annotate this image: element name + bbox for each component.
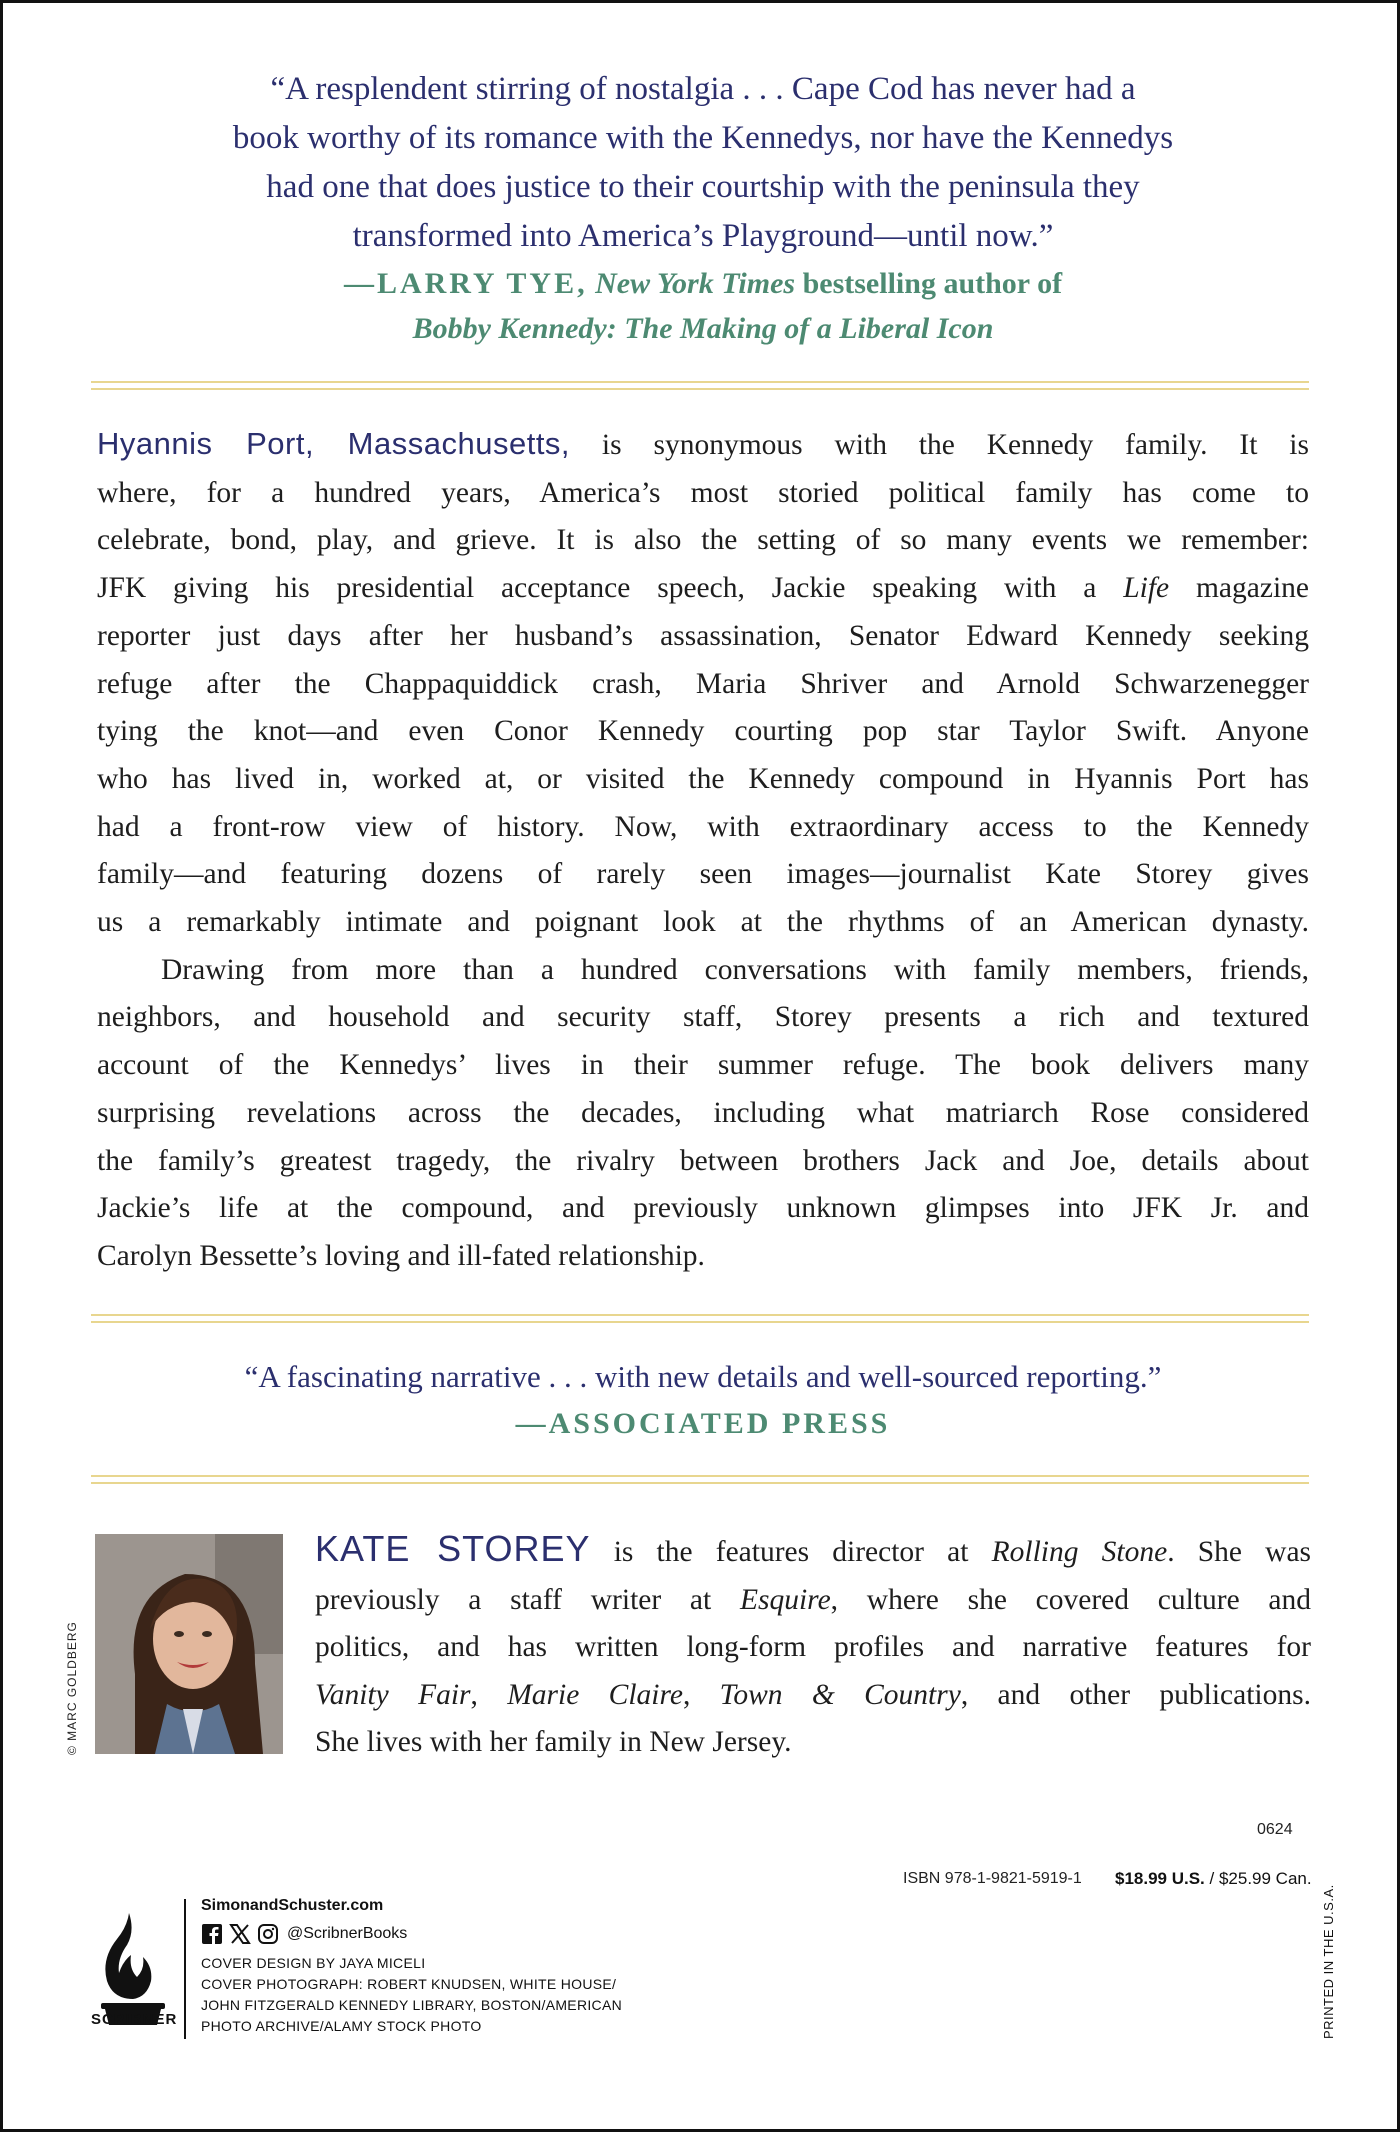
description-line: who has lived in, worked at, or visited the Kennedy compound in Hyannis Port has (97, 762, 1309, 795)
book-description (97, 420, 1309, 1281)
author-photo (95, 1534, 283, 1754)
website-link[interactable]: SimonandSchuster.com (201, 1897, 384, 1914)
publication-title: Town & Country (719, 1678, 961, 1711)
gold-rule-divider (91, 1314, 1309, 1323)
isbn: ISBN 978-1-9821-5919-1 (903, 1870, 1082, 1887)
quote-line: had one that does justice to their courtship with the peninsula they (266, 169, 1140, 205)
bio-line: Vanity Fair, Marie Claire, Town & Country, and other publications. (315, 1678, 1311, 1711)
date-code: 0624 (1257, 1821, 1293, 1838)
attribution-book: Bobby Kennedy: The Making of a Liberal Icon (412, 312, 994, 345)
middle-review-quote (113, 1353, 1293, 1447)
description-line: where, for a hundred years, America’s most storied political family has come to (97, 476, 1309, 509)
printed-in-usa: PRINTED IN THE U.S.A. (1321, 1884, 1336, 2039)
photo-credit: © MARC GOLDBERG (65, 1621, 79, 1755)
description-line: the family’s greatest tragedy, the rivalry between brothers Jack and Joe, details about (97, 1144, 1309, 1177)
social-handle[interactable]: @ScribnerBooks (287, 1925, 408, 1942)
description-line: reporter just days after her husband’s assassination, Senator Edward Kennedy seeking (97, 619, 1309, 652)
description-line: account of the Kennedys’ lives in their summer refuge. The book delivers many (97, 1049, 1309, 1082)
quote-attribution (113, 261, 1293, 306)
credit-line: JOHN FITZGERALD KENNEDY LIBRARY, BOSTON/AMERICAN (201, 1997, 623, 2013)
description-line: celebrate, bond, play, and grieve. It is also the setting of so many events we remember: (97, 524, 1309, 557)
bio-line: KATE STOREY is the features director at Rolling Stone. She was (315, 1528, 1312, 1569)
author-bio (315, 1525, 1311, 1767)
credit-line: COVER DESIGN BY JAYA MICELI (201, 1955, 426, 1971)
facebook-icon[interactable] (201, 1923, 223, 1945)
description-line: tying the knot—and even Conor Kennedy courting pop star Taylor Swift. Anyone (97, 715, 1309, 748)
bio-line: politics, and has written long-form profiles and narrative features for (315, 1631, 1311, 1663)
publication-title: Esquire (739, 1583, 831, 1616)
bio-line: She lives with her family in New Jersey. (315, 1726, 792, 1758)
attribution-rest: bestselling author of (802, 267, 1063, 300)
cover-credits (201, 1953, 622, 2037)
description-line: Drawing from more than a hundred conversations with family members, friends, (161, 953, 1309, 986)
description-line: neighbors, and household and security staff, Storey presents a rich and textured (97, 1001, 1309, 1034)
publication-title: Marie Claire (507, 1678, 683, 1711)
quote-attribution: —ASSOCIATED PRESS (515, 1407, 891, 1440)
quote-line: book worthy of its romance with the Kennedys, nor have the Kennedys (232, 120, 1174, 156)
gold-rule-divider (91, 381, 1309, 390)
instagram-icon[interactable] (257, 1923, 279, 1945)
publication-title: Rolling Stone (991, 1536, 1168, 1568)
publisher-info (201, 1897, 622, 2037)
description-line: had a front-row view of history. Now, with extraordinary access to the Kennedy (97, 810, 1309, 843)
description-line: family—and featuring dozens of rarely seen images—journalist Kate Storey gives (97, 858, 1309, 891)
publication-title: Vanity Fair (315, 1678, 471, 1711)
social-links (201, 1921, 622, 1947)
credit-line: PHOTO ARCHIVE/ALAMY STOCK PHOTO (201, 2018, 482, 2034)
top-review-quote (113, 65, 1293, 351)
description-line: refuge after the Chappaquiddick crash, Maria Shriver and Arnold Schwarzenegger (97, 667, 1309, 700)
quote-text: “A fascinating narrative . . . with new details and well-sourced reporting.” (244, 1359, 1162, 1394)
description-lead: Hyannis Port, Massachusetts, (97, 426, 571, 461)
description-line: surprising revelations across the decades, including what matriarch Rose considered (97, 1096, 1309, 1129)
publication-title: Life (1123, 572, 1170, 605)
description-line: Carolyn Bessette’s loving and ill-fated relationship. (97, 1239, 705, 1272)
credit-line: COVER PHOTOGRAPH: ROBERT KNUDSEN, WHITE HOUSE/ (201, 1976, 617, 1992)
price-can: $25.99 Can. (1218, 1869, 1312, 1888)
footer-divider (184, 1899, 186, 2039)
price: $18.99 U.S. / $25.99 Can. (1115, 1869, 1312, 1888)
bio-line: previously a staff writer at Esquire, where she covered culture and (315, 1583, 1312, 1616)
price-us: $18.99 U.S. (1115, 1869, 1205, 1888)
attribution-name: —LARRY TYE, (343, 267, 588, 300)
description-line: Jackie’s life at the compound, and previously unknown glimpses into JFK Jr. and (97, 1192, 1309, 1225)
gold-rule-divider (91, 1475, 1309, 1484)
publisher-name: SCRIBNER (91, 2011, 178, 2028)
x-icon[interactable] (229, 1923, 251, 1945)
description-line: us a remarkably intimate and poignant look at the rhythms of an American dynasty. (97, 906, 1309, 939)
quote-line: transformed into America’s Playground—until now.” (352, 218, 1054, 254)
description-line: Hyannis Port, Massachusetts, is synonymous with the Kennedy family. It is (97, 426, 1309, 461)
author-name: KATE STOREY (315, 1528, 591, 1569)
description-line: JFK giving his presidential acceptance speech, Jackie speaking with a Life magazine (97, 572, 1310, 605)
attribution-publication: New York Times (595, 267, 796, 300)
quote-line: “A resplendent stirring of nostalgia . . . Cape Cod has never had a (270, 71, 1136, 107)
